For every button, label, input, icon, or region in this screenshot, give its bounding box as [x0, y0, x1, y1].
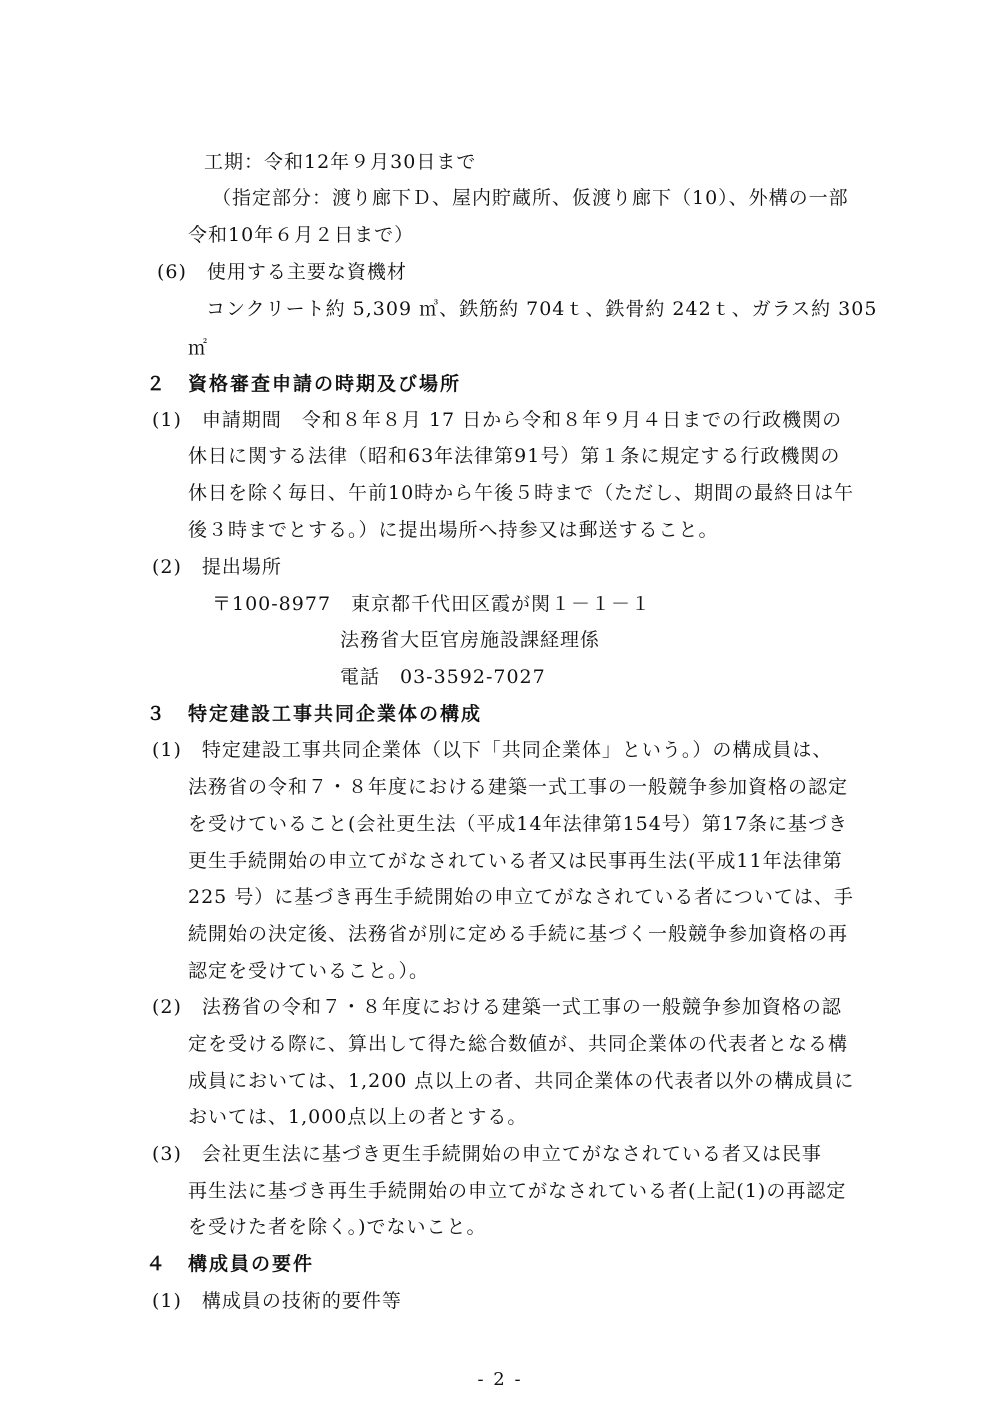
section-item: (3) 会社更生法に基づき更生手続開始の申立てがなされている者又は民事: [152, 1143, 822, 1165]
text-line: 法務省の令和７・８年度における建築一式工事の一般競争参加資格の認定: [188, 776, 849, 798]
text-line: （指定部分：渡り廊下Ｄ、屋内貯蔵所、仮渡り廊下（10）、外構の一部: [212, 187, 849, 209]
text-line: ㎡: [188, 337, 209, 359]
text-line: 休日に関する法律（昭和63年法律第91号）第１条に規定する行政機関の: [188, 445, 841, 467]
section-heading: ３ 特定建設工事共同企業体の構成: [146, 703, 483, 725]
section-item: (6) 使用する主要な資機材: [157, 261, 407, 283]
text-line: おいては、1,000点以上の者とする。: [188, 1106, 528, 1128]
text-line: を受けた者を除く。)でないこと。: [188, 1216, 487, 1238]
text-line: 225 号）に基づき再生手続開始の申立てがなされている者については、手: [188, 886, 854, 908]
text-line: 休日を除く毎日、午前10時から午後５時まで（ただし、期間の最終日は午: [188, 482, 855, 504]
text-line: を受けていること(会社更生法（平成14年法律第154号）第17条に基づき: [188, 813, 849, 835]
text-line: 成員においては、1,200 点以上の者、共同企業体の代表者以外の構成員に: [188, 1070, 855, 1092]
section-heading: ４ 構成員の要件: [146, 1253, 315, 1275]
text-line: 続開始の決定後、法務省が別に定める手続に基づく一般競争参加資格の再: [188, 923, 849, 945]
text-line: 定を受ける際に、算出して得た総合数値が、共同企業体の代表者となる構: [188, 1033, 849, 1055]
text-line: 更生手続開始の申立てがなされている者又は民事再生法(平成11年法律第: [188, 850, 843, 872]
section-item: (1) 申請期間 令和８年８月 17 日から令和８年９月４日までの行政機関の: [152, 409, 843, 431]
page-number: - 2 -: [477, 1369, 523, 1390]
address-line: 〒100-8977 東京都千代田区霞が関１－１－１: [212, 593, 652, 615]
text-line: コンクリート約 5,309 ㎥、鉄筋約 704ｔ、鉄骨約 242ｔ、ガラス約 305: [206, 298, 878, 320]
text-line: 認定を受けていること。）。: [188, 960, 430, 982]
text-line: 工期：令和12年９月30日まで: [204, 151, 477, 173]
address-line: 法務省大臣官房施設課経理係: [340, 629, 601, 651]
section-heading: ２ 資格審査申請の時期及び場所: [146, 373, 462, 395]
section-item: (1) 構成員の技術的要件等: [152, 1290, 402, 1312]
section-item: (2) 法務省の令和７・８年度における建築一式工事の一般競争参加資格の認: [152, 996, 842, 1018]
text-line: 再生法に基づき再生手続開始の申立てがなされている者(上記(1)の再認定: [188, 1180, 847, 1202]
section-item: (1) 特定建設工事共同企業体（以下「共同企業体」という。）の構成員は、: [152, 739, 833, 761]
phone-line: 電話 03-3592-7027: [340, 666, 546, 688]
text-line: 後３時までとする。）に提出場所へ持参又は郵送すること。: [188, 519, 719, 541]
section-item: (2) 提出場所: [152, 556, 282, 578]
text-line: 令和10年６月２日まで）: [188, 224, 415, 246]
